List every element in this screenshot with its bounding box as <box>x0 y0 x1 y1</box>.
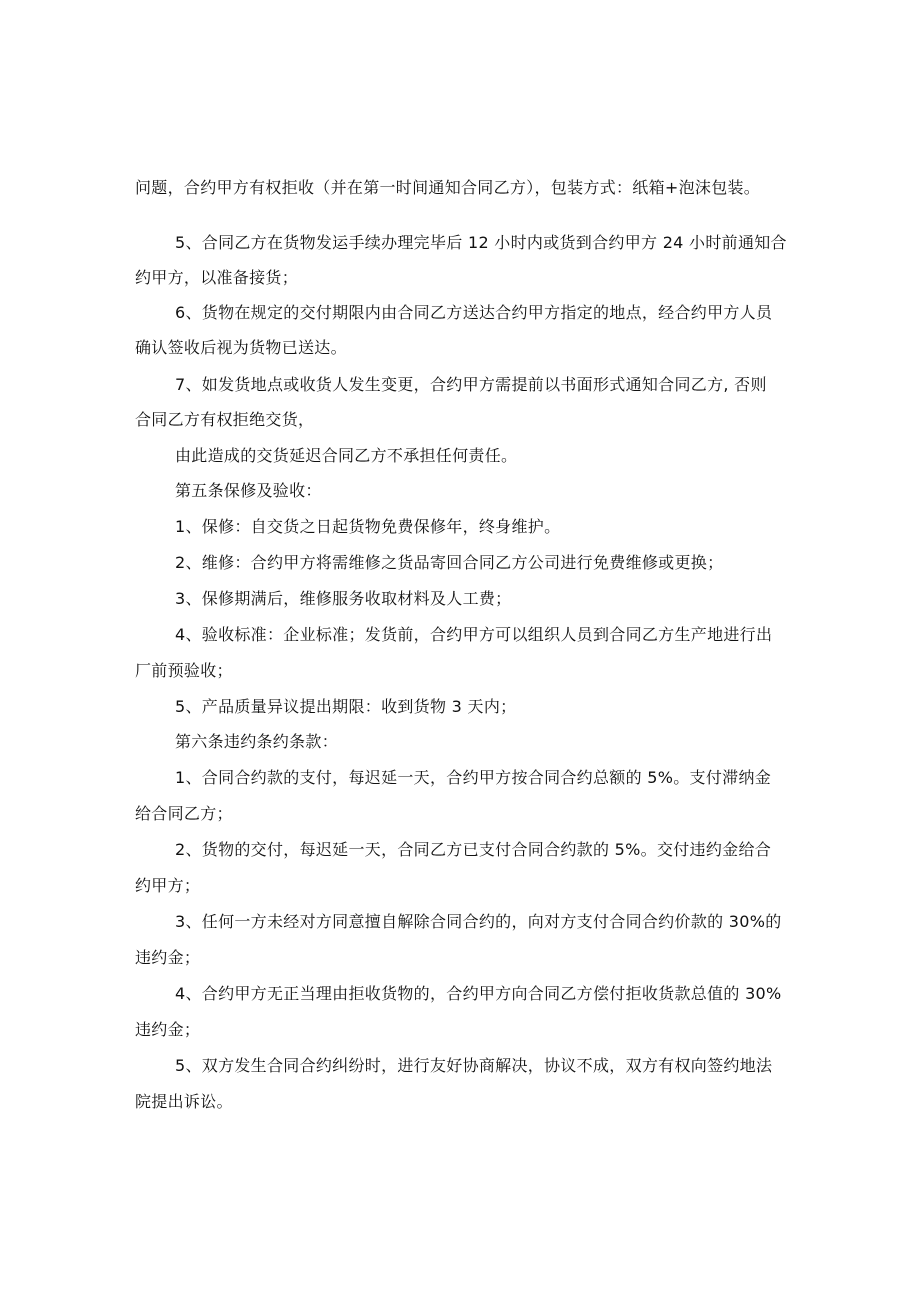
text-line: 合同乙方有权拒绝交货， <box>135 410 315 429</box>
text-line: 3、保修期满后，维修服务收取材料及人工费； <box>175 589 512 608</box>
text-line: 4、验收标准：企业标准；发货前，合约甲方可以组织人员到合同乙方生产地进行出 <box>175 625 773 644</box>
text-line: 违约金； <box>135 948 201 967</box>
text-line: 5、合同乙方在货物发运手续办理完毕后 12 小时内或货到合约甲方 24 小时前通知合 <box>175 233 787 252</box>
text-line: 4、合约甲方无正当理由拒收货物的，合约甲方向合同乙方偿付拒收货款总值的 30% <box>175 984 782 1003</box>
section-heading: 第五条保修及验收： <box>175 481 322 500</box>
text-line: 由此造成的交货延迟合同乙方不承担任何责任。 <box>175 446 518 465</box>
text-line: 7、如发货地点或收货人发生变更，合约甲方需提前以书面形式通知合同乙方, 否则 <box>175 375 767 394</box>
text-line: 确认签收后视为货物已送达。 <box>135 338 347 357</box>
text-line: 厂前预验收； <box>135 661 233 680</box>
text-line: 问题，合约甲方有权拒收（并在第一时间通知合同乙方），包装方式：纸箱+泡沫包装。 <box>135 178 761 197</box>
text-line: 5、双方发生合同合约纠纷时，进行友好协商解决，协议不成，双方有权向签约地法 <box>175 1056 773 1075</box>
text-line: 1、合同合约款的支付，每迟延一天，合约甲方按合同合约总额的 5%。支付滞纳金 <box>175 768 772 787</box>
text-line: 5、产品质量异议提出期限：收到货物 3 天内； <box>175 697 517 716</box>
text-line: 给合同乙方； <box>135 804 233 823</box>
text-line: 约甲方； <box>135 876 201 895</box>
text-line: 2、货物的交付，每迟延一天，合同乙方已支付合同合约款的 5%。交付违约金给合 <box>175 840 772 859</box>
text-line: 约甲方，以准备接货； <box>135 268 299 287</box>
section-heading: 第六条违约条约条款： <box>175 732 339 751</box>
text-line: 2、维修：合约甲方将需维修之货品寄回合同乙方公司进行免费维修或更换； <box>175 553 724 572</box>
text-line: 院提出诉讼。 <box>135 1092 233 1111</box>
text-line: 6、货物在规定的交付期限内由合同乙方送达合约甲方指定的地点，经合约甲方人员 <box>175 303 773 322</box>
text-line: 3、任何一方未经对方同意擅自解除合同合约的，向对方支付合同合约价款的 30%的 <box>175 912 782 931</box>
text-line: 1、保修：自交货之日起货物免费保修年，终身维护。 <box>175 517 561 536</box>
text-line: 违约金； <box>135 1020 201 1039</box>
